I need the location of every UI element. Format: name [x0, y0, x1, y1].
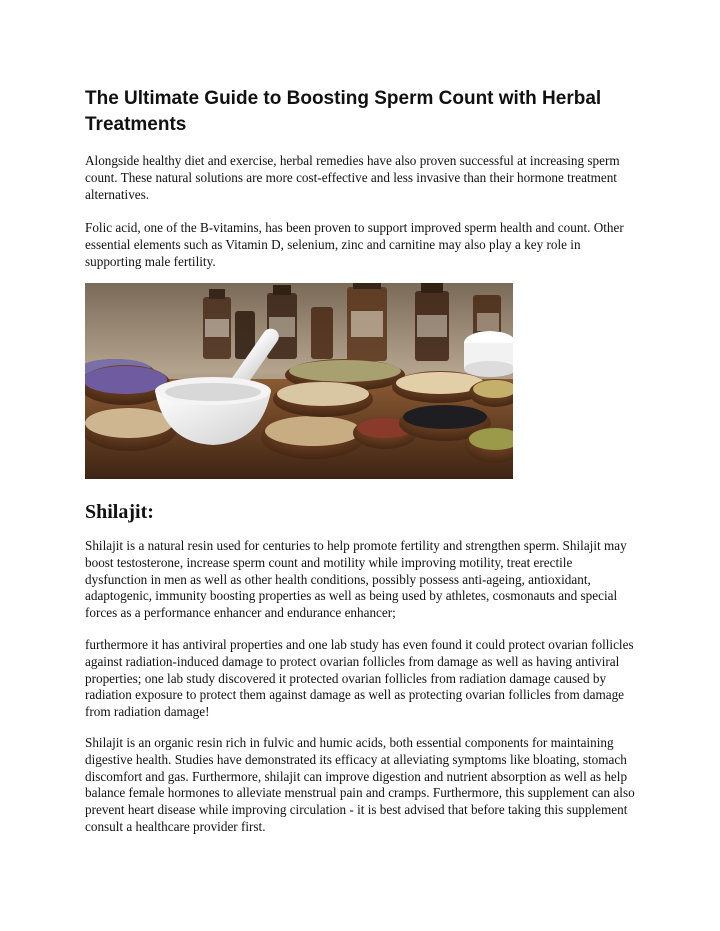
herbal-remedies-illustration — [85, 283, 513, 479]
intro-paragraph-1: Alongside healthy diet and exercise, herbal remedies have also proven successful at increasing sperm count. These natural solutions are more cost-effective and less invasive than their hormone treatment alternatives. — [85, 153, 620, 202]
section-paragraph-3: Shilajit is an organic resin rich in fulvic and humic acids, both essential components for maintaining digestive health. Studies have demonstrated its efficacy at alleviating symptoms like bloating, stomach discomfort and gas. Furthermore, shilajit can improve digestion and nutrient absorption as well as help balance female hormones to alleviate menstrual pain and cramps. Furthermore, this supplement can also prevent heart disease while improving circulation - it is best advised that before taking this supplement consult a healthcare provider first. — [85, 735, 635, 834]
page-title: The Ultimate Guide to Boosting Sperm Count with Herbal Treatments — [85, 88, 602, 135]
section-paragraph-1: Shilajit is a natural resin used for centuries to help promote fertility and strengthen sperm. Shilajit may boost testosterone, increase sperm count and motility while improving motility, treat erectile dysfunction in men as well as other health conditions, possibly possess anti-ageing, antioxidant, adaptogenic, immunity boosting properties as well as being used by athletes, cosmonauts and special forces as a performance enhancer and endurance enhancer; — [85, 538, 627, 621]
intro-paragraph-2: Folic acid, one of the B-vitamins, has been proven to support improved sperm health and count. Other essential elements such as Vitamin D, selenium, zinc and carnitine may also play a key role in supporting male fertility. — [85, 220, 624, 269]
section-heading: Shilajit: — [85, 501, 154, 523]
herbal-remedies-photo — [85, 283, 513, 479]
section-paragraph-2: furthermore it has antiviral properties and one lab study has even found it could protect ovarian follicles against radiation-induced damage to protect ovarian follicles from damage as well as having antiviral properties; one lab study discovered it protected ovarian follicles from radiation damage caused by radiation exposure to protect them against damage as well as protecting ovarian follicles from damage from radiation damage! — [85, 637, 634, 720]
